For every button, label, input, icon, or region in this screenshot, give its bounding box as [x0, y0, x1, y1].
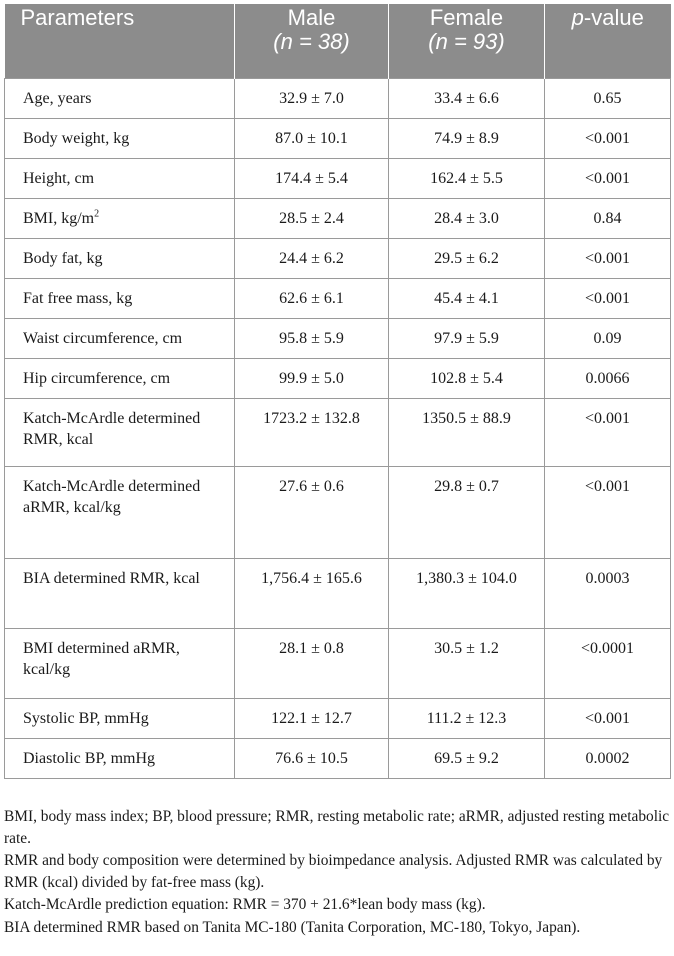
row-label: BMI determined aRMR, kcal/kg	[5, 629, 235, 699]
p-value: <0.001	[545, 467, 671, 559]
p-value: 0.0066	[545, 359, 671, 399]
male-value: 1723.2 ± 132.8	[235, 399, 389, 467]
footnote-equation: Katch-McArdle prediction equation: RMR = 370 + 21.6*lean body mass (kg).	[4, 896, 486, 913]
p-value: <0.001	[545, 699, 671, 739]
male-value: 1,756.4 ± 165.6	[235, 559, 389, 629]
row-label: Systolic BP, mmHg	[5, 699, 235, 739]
p-value: <0.0001	[545, 629, 671, 699]
table-row	[5, 319, 671, 359]
female-value: 28.4 ± 3.0	[389, 199, 545, 239]
row-label: Body fat, kg	[5, 239, 235, 279]
p-value: <0.001	[545, 159, 671, 199]
p-value: 0.0003	[545, 559, 671, 629]
female-value: 102.8 ± 5.4	[389, 359, 545, 399]
female-value: 45.4 ± 4.1	[389, 279, 545, 319]
header-male: Male (n = 38)	[235, 4, 389, 79]
female-value: 162.4 ± 5.5	[389, 159, 545, 199]
row-label: Waist circumference, cm	[5, 319, 235, 359]
male-value: 32.9 ± 7.0	[235, 79, 389, 119]
table-row	[5, 699, 671, 739]
female-value: 1350.5 ± 88.9	[389, 399, 545, 467]
footnote-methods: RMR and body composition were determined by bioimpedance analysis. Adjusted RMR was calculated by RMR (kcal) divided by fat-free mass (kg).	[4, 852, 663, 891]
female-value: 29.5 ± 6.2	[389, 239, 545, 279]
male-value: 24.4 ± 6.2	[235, 239, 389, 279]
female-value: 29.8 ± 0.7	[389, 467, 545, 559]
row-label: Height, cm	[5, 159, 235, 199]
female-value: 30.5 ± 1.2	[389, 629, 545, 699]
p-value: 0.09	[545, 319, 671, 359]
male-value: 27.6 ± 0.6	[235, 467, 389, 559]
p-value: 0.0002	[545, 739, 671, 779]
header-parameters: Parameters	[5, 4, 235, 79]
parameters-table	[4, 4, 671, 779]
table-header-row	[5, 4, 671, 79]
table-row	[5, 739, 671, 779]
table-row	[5, 629, 671, 699]
male-value: 174.4 ± 5.4	[235, 159, 389, 199]
row-label: BIA determined RMR, kcal	[5, 559, 235, 629]
male-value: 76.6 ± 10.5	[235, 739, 389, 779]
male-value: 95.8 ± 5.9	[235, 319, 389, 359]
male-value: 28.1 ± 0.8	[235, 629, 389, 699]
female-value: 111.2 ± 12.3	[389, 699, 545, 739]
p-value: <0.001	[545, 239, 671, 279]
row-label: Body weight, kg	[5, 119, 235, 159]
male-value: 99.9 ± 5.0	[235, 359, 389, 399]
row-label: Hip circumference, cm	[5, 359, 235, 399]
female-value: 74.9 ± 8.9	[389, 119, 545, 159]
table-row	[5, 467, 671, 559]
table-row	[5, 359, 671, 399]
female-value: 1,380.3 ± 104.0	[389, 559, 545, 629]
p-value: 0.65	[545, 79, 671, 119]
female-value: 33.4 ± 6.6	[389, 79, 545, 119]
row-label: BMI, $kg/m^2$	[5, 199, 235, 239]
female-value: 69.5 ± 9.2	[389, 739, 545, 779]
table-footnotes	[4, 806, 670, 939]
table-row	[5, 119, 671, 159]
row-label: Katch-McArdle determined RMR, kcal	[5, 399, 235, 467]
footnote-device: BIA determined RMR based on Tanita MC-180 (Tanita Corporation, MC-180, Tokyo, Japan).	[4, 918, 581, 936]
male-value: 122.1 ± 12.7	[235, 699, 389, 739]
table-container	[4, 4, 670, 779]
row-label: Age, years	[5, 79, 235, 119]
row-label: Diastolic BP, mmHg	[5, 739, 235, 779]
header-female: Female (n = 93)	[389, 4, 545, 79]
table-row	[5, 559, 671, 629]
male-value: 87.0 ± 10.1	[235, 119, 389, 159]
table-row	[5, 79, 671, 119]
p-value: 0.84	[545, 199, 671, 239]
male-value: 28.5 ± 2.4	[235, 199, 389, 239]
row-label: Katch-McArdle determined aRMR, kcal/kg	[5, 467, 235, 559]
table-row	[5, 279, 671, 319]
p-value: <0.001	[545, 399, 671, 467]
footnote-abbreviations: BMI, body mass index; BP, blood pressure; RMR, resting metabolic rate; aRMR, adjusted resting metabolic rate.	[4, 808, 670, 847]
table-row	[5, 239, 671, 279]
table-row	[5, 399, 671, 467]
header-p-value: p-value	[545, 4, 671, 79]
table-row	[5, 159, 671, 199]
p-value: <0.001	[545, 119, 671, 159]
female-value: 97.9 ± 5.9	[389, 319, 545, 359]
table-row	[5, 199, 671, 239]
male-value: 62.6 ± 6.1	[235, 279, 389, 319]
p-value: <0.001	[545, 279, 671, 319]
row-label: Fat free mass, kg	[5, 279, 235, 319]
